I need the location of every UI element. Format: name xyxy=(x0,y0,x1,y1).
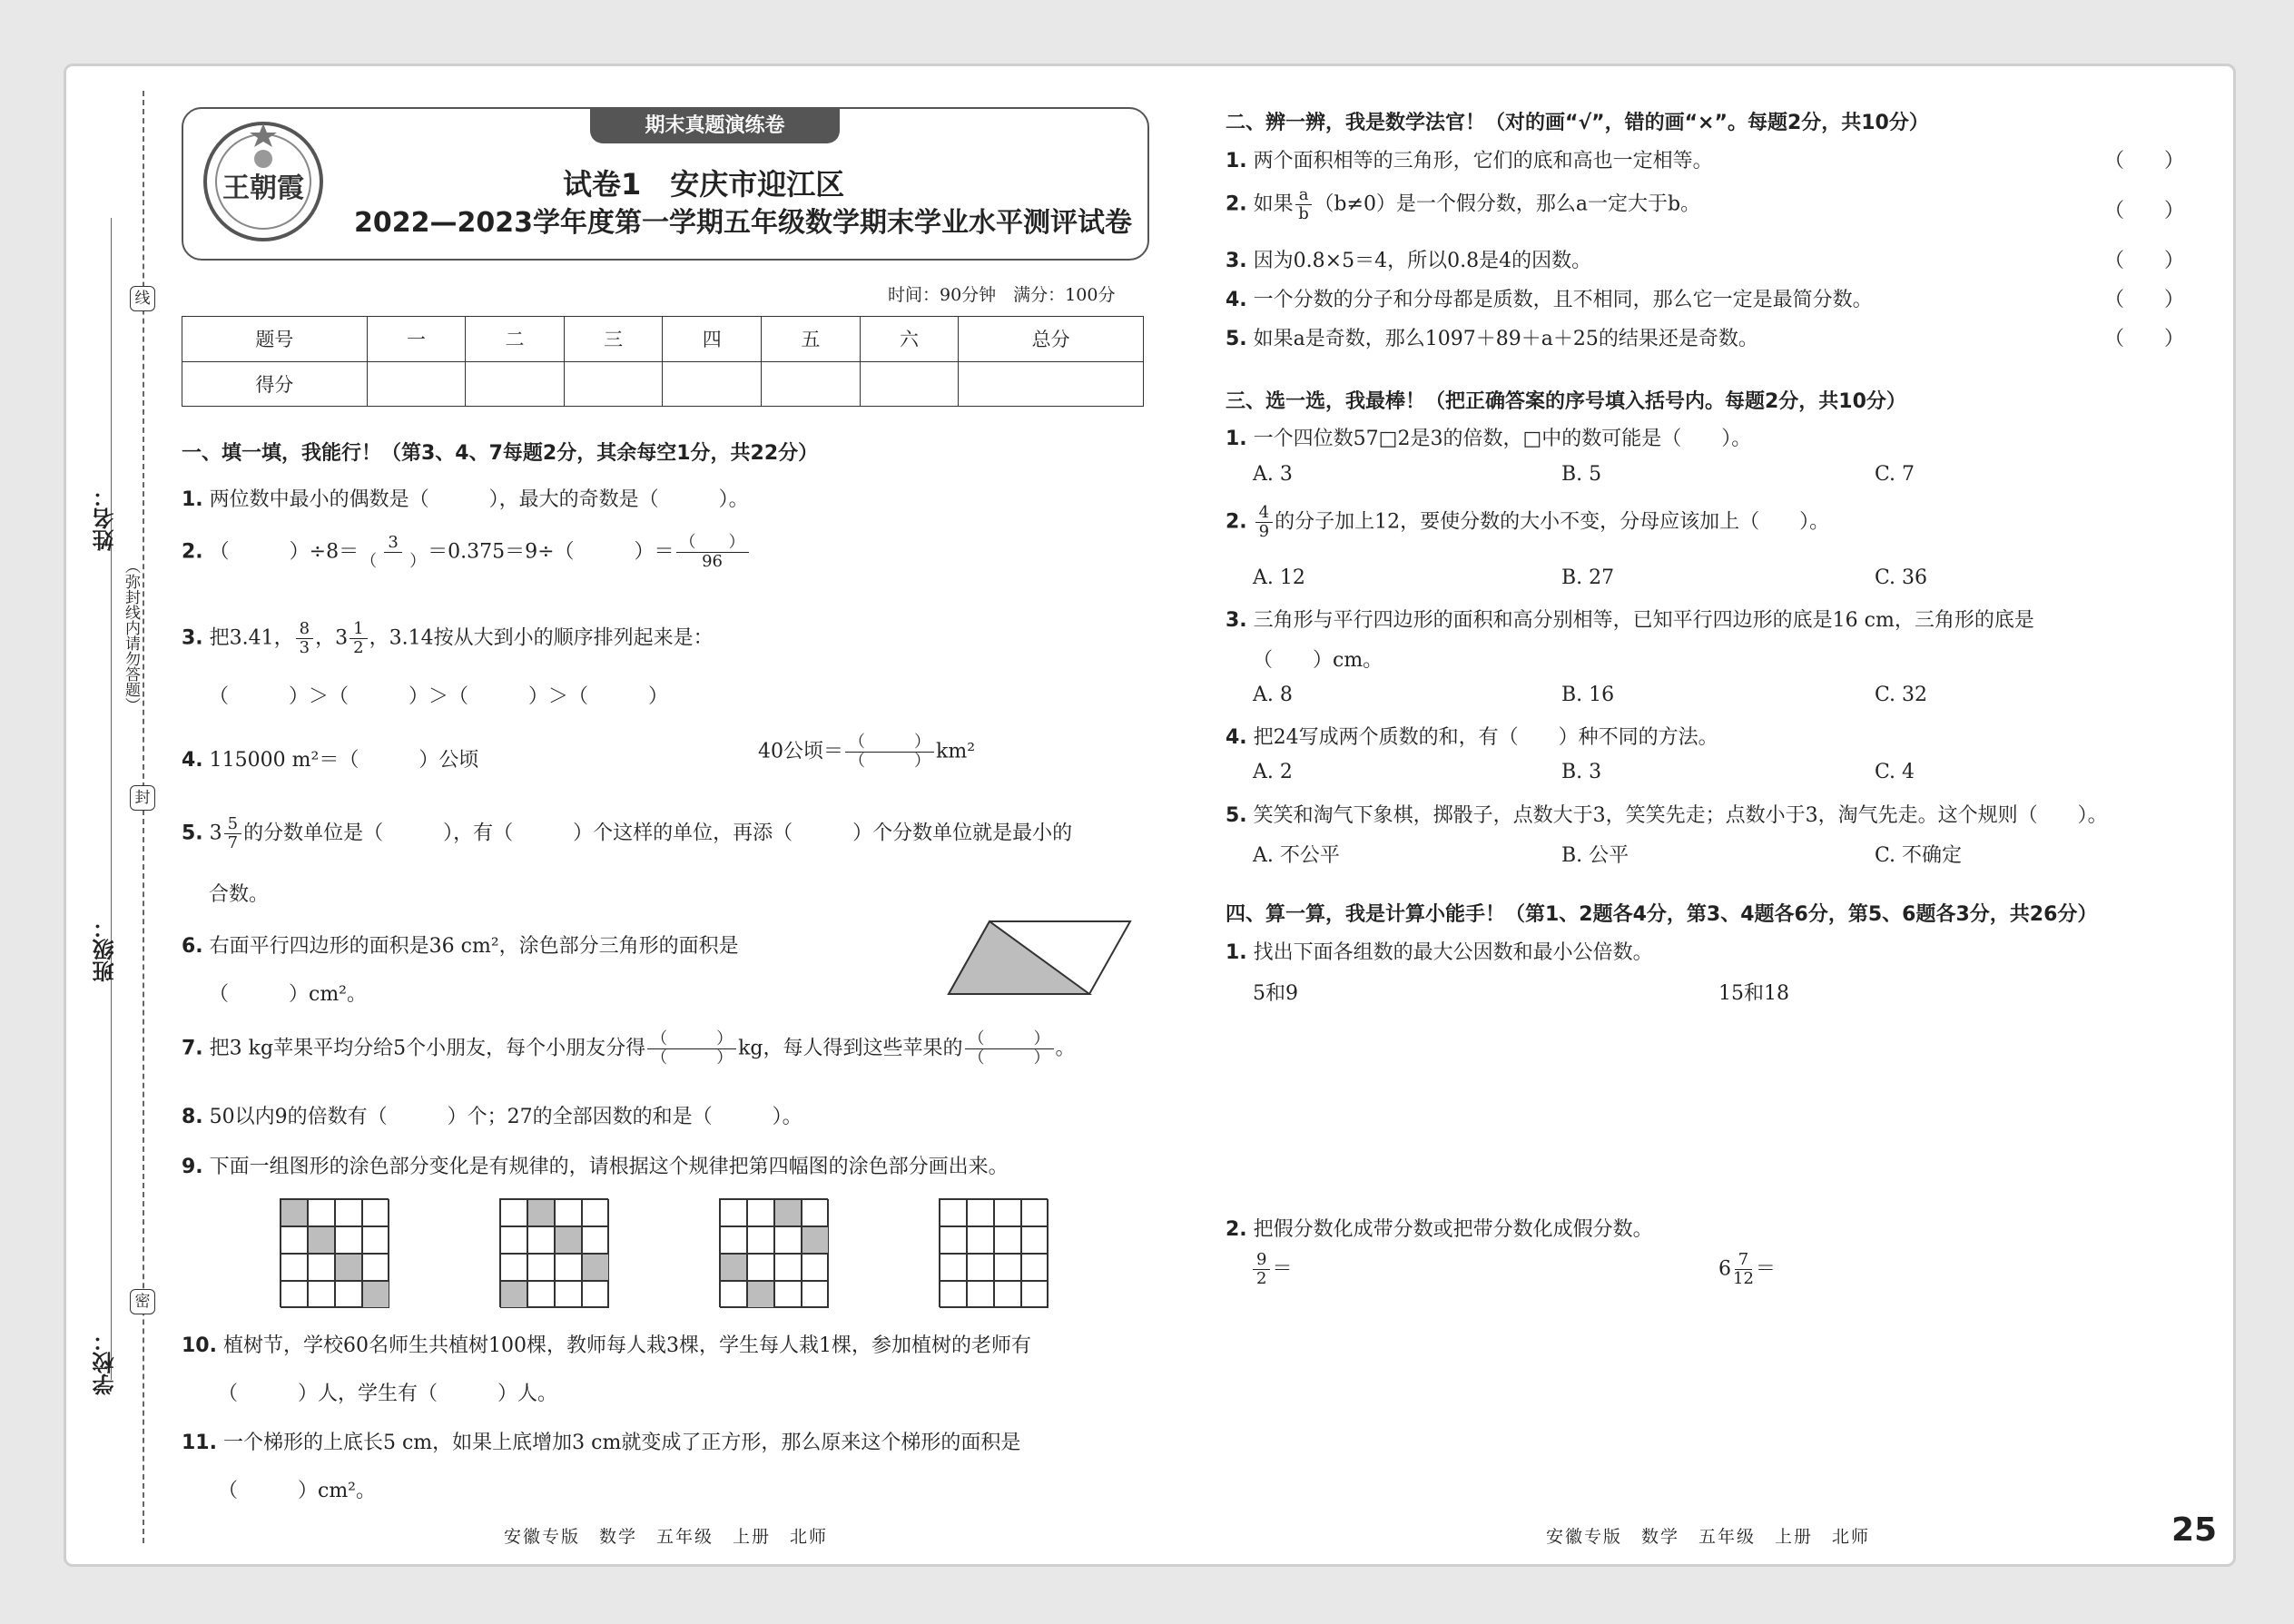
s3-q1-opt-c[interactable]: C. 7 xyxy=(1875,463,1915,486)
score-input-cell[interactable] xyxy=(860,361,959,407)
school-label: 学校： xyxy=(93,1330,118,1395)
score-header-cell: 二 xyxy=(466,317,565,362)
score-input-cell[interactable] xyxy=(564,361,663,407)
score-header-cell: 一 xyxy=(367,317,466,362)
section1-title: 一、填一填，我能行！（第3、4、7每题2分，其余每空1分，共22分） xyxy=(182,442,819,465)
s1-q9: 9. 下面一组图形的涂色部分变化是有规律的，请根据这个规律把第四幅图的涂色部分画出来。 xyxy=(182,1156,1009,1178)
s2-q2: 2. 如果 $\frac{a}{b}$ （b≠0）是一个假分数，那么a一定大于b。 xyxy=(1226,185,1701,223)
seal-mark-mark: 密 xyxy=(130,1289,155,1314)
section3-title: 三、选一选，我最棒！（把正确答案的序号填入括号内。每题2分，共10分） xyxy=(1226,390,1906,413)
s1-q1: 1. 两位数中最小的偶数是（ ），最大的奇数是（ ）。 xyxy=(182,488,749,511)
s4-q2-workspace[interactable] xyxy=(1226,1307,2188,1498)
score-input-cell[interactable] xyxy=(959,361,1144,407)
s4-q1: 1. 找出下面各组数的最大公因数和最小公倍数。 xyxy=(1226,941,1653,964)
score-row-label: 得分 xyxy=(182,361,368,407)
footer-left: 安徽专版 数学 五年级 上册 北师 xyxy=(504,1527,829,1547)
s2-q1-answer[interactable]: （ ） xyxy=(2104,150,2185,172)
page-number: 25 xyxy=(2171,1511,2218,1549)
s1-q5: 5. 3 $\frac{5}{7}$ 的分数单位是（ ），有（ ）个这样的单位，再添（ ）个分数单位就是最小的 xyxy=(182,814,1073,852)
fraction: $\frac{3}{( )}$ xyxy=(360,533,427,571)
school-field[interactable] xyxy=(102,1035,103,1325)
s3-q3: 3. 三角形与平行四边形的面积和高分别相等，已知平行四边形的底是16 cm，三角形的底是 xyxy=(1226,609,2034,632)
name-field[interactable] xyxy=(102,218,103,481)
s4-q1-b: 15和18 xyxy=(1718,982,1789,1005)
s1-q6-cont: （ ）cm²。 xyxy=(209,983,368,1006)
s3-q3-cont: （ ）cm。 xyxy=(1253,649,1383,672)
s2-q2-answer[interactable]: （ ） xyxy=(2104,200,2185,222)
s1-q4: 4. 115000 m²＝（ ）公顷 xyxy=(182,749,479,772)
s3-q2-opt-a[interactable]: A. 12 xyxy=(1253,566,1305,589)
class-label: 班级： xyxy=(93,917,118,982)
s3-q5-opt-b[interactable]: B. 公平 xyxy=(1561,844,1629,867)
s1-q10: 10. 植树节，学校60名师生共植树100棵，教师每人栽3棵，学生每人栽1棵，参加植树的老师有 xyxy=(182,1334,1031,1357)
s3-q3-opt-a[interactable]: A. 8 xyxy=(1253,684,1293,706)
fraction: $\frac{( )}{96}$ xyxy=(676,534,749,571)
s3-q2-opt-b[interactable]: B. 27 xyxy=(1561,566,1615,589)
score-header-cell: 总分 xyxy=(959,317,1144,362)
exam-subtitle: 2022—2023学年度第一学期五年级数学期末学业水平测评试卷 xyxy=(354,207,1132,239)
s3-q4-opt-c[interactable]: C. 4 xyxy=(1875,761,1915,783)
score-input-cell[interactable] xyxy=(466,361,565,407)
section2-title: 二、辨一辨，我是数学法官！（对的画“√”，错的画“×”。每题2分，共10分） xyxy=(1226,112,1929,134)
s3-q5: 5. 笑笑和淘气下象棋，掷骰子，点数大于3，笑笑先走；点数小于3，淘气先走。这个规则（ ）。 xyxy=(1226,804,2108,827)
s1-q11-cont: （ ）cm²。 xyxy=(218,1480,377,1502)
s1-q8: 8. 50以内9的倍数有（ ）个；27的全部因数的和是（ ）。 xyxy=(182,1106,802,1128)
section4-title: 四、算一算，我是计算小能手！（第1、2题各4分，第3、4题各6分，第5、6题各3分，共26分） xyxy=(1226,903,2098,926)
s2-q4: 4. 一个分数的分子和分母都是质数，且不相同，那么它一定是最简分数。 xyxy=(1226,289,1873,311)
score-input-cell[interactable] xyxy=(367,361,466,407)
s3-q4: 4. 把24写成两个质数的和，有（ ）种不同的方法。 xyxy=(1226,726,1718,749)
time-info: 时间：90分钟 满分：100分 xyxy=(888,285,1116,305)
footer-right: 安徽专版 数学 五年级 上册 北师 xyxy=(1546,1527,1871,1547)
s2-q3-answer[interactable]: （ ） xyxy=(2104,250,2185,272)
s1-q2: 2. （ ）÷8＝ $\frac{3}{( )}$ ＝0.375＝9÷（ ）＝ $\frac{( )}{96}$ xyxy=(182,534,751,571)
s4-q2: 2. 把假分数化成带分数或把带分数化成假分数。 xyxy=(1226,1218,1653,1241)
s4-q2-b: 6 $\frac{7}{12}$ ＝ xyxy=(1718,1250,1776,1288)
score-input-cell[interactable] xyxy=(762,361,861,407)
s1-q3-answer-line[interactable]: （ ）＞（ ）＞（ ）＞（ ） xyxy=(209,685,669,708)
s2-q3: 3. 因为0.8×5＝4，所以0.8是4的因数。 xyxy=(1226,250,1592,272)
binding-solid-line xyxy=(111,218,112,1380)
score-header-cell: 题号 xyxy=(182,317,368,362)
s3-q1: 1. 一个四位数57□2是3的倍数，□中的数可能是（ ）。 xyxy=(1226,428,1752,450)
s3-q1-opt-a[interactable]: A. 3 xyxy=(1253,463,1293,486)
s2-q4-answer[interactable]: （ ） xyxy=(2104,289,2185,311)
name-label: 姓名： xyxy=(93,486,118,551)
seal-seal-mark: 封 xyxy=(130,785,155,811)
pattern-grid-2 xyxy=(499,1198,608,1307)
pattern-grid-1 xyxy=(280,1198,389,1307)
s3-q4-opt-b[interactable]: B. 3 xyxy=(1561,761,1602,783)
s2-q5-answer[interactable]: （ ） xyxy=(2104,328,2185,350)
s4-q1-a: 5和9 xyxy=(1253,982,1298,1005)
s1-q11: 11. 一个梯形的上底长5 cm，如果上底增加3 cm就变成了正方形，那么原来这个梯形的面积是 xyxy=(182,1432,1021,1454)
score-header-cell: 四 xyxy=(663,317,762,362)
score-input-cell[interactable] xyxy=(663,361,762,407)
s3-q1-opt-b[interactable]: B. 5 xyxy=(1561,463,1602,486)
s1-q3: 3. 把3.41， $\frac{8}{3}$ ，3 $\frac{1}{2}$ ，3.14按从大到小的顺序排列起来是： xyxy=(182,619,714,657)
s2-q1: 1. 两个面积相等的三角形，它们的底和高也一定相等。 xyxy=(1226,150,1713,172)
logo-text: 王朝霞 xyxy=(222,172,304,204)
score-table xyxy=(182,316,1144,407)
exam-title: 试卷1 安庆市迎江区 xyxy=(563,167,845,202)
s4-q1-workspace[interactable] xyxy=(1226,1008,2188,1207)
pattern-grid-3 xyxy=(719,1198,828,1307)
s1-q4b: 40公顷＝ $\frac{( )}{( )}$ km² xyxy=(758,733,976,771)
score-header-cell: 五 xyxy=(762,317,861,362)
class-field[interactable] xyxy=(102,635,103,908)
header-banner: 期末真题演练卷 xyxy=(590,109,840,143)
s1-q7: 7. 把3 kg苹果平均分给5个小朋友，每个小朋友分得 $\frac{( )}{( )}$ kg，每人得到这些苹果的 $\frac{( )}{( )}$ 。 xyxy=(182,1029,1076,1068)
s3-q3-opt-c[interactable]: C. 32 xyxy=(1875,684,1928,706)
s3-q2-opt-c[interactable]: C. 36 xyxy=(1875,566,1928,589)
s3-q5-opt-a[interactable]: A. 不公平 xyxy=(1253,844,1340,867)
s2-q5: 5. 如果a是奇数，那么1097＋89＋a＋25的结果还是奇数。 xyxy=(1226,328,1758,350)
score-header-cell: 六 xyxy=(860,317,959,362)
s3-q2: 2. $\frac{4}{9}$ 的分子加上12，要使分数的大小不变，分母应该加上（ ）。 xyxy=(1226,503,1830,541)
s4-q2-a: $\frac{9}{2}$ ＝ xyxy=(1251,1251,1292,1288)
s3-q4-opt-a[interactable]: A. 2 xyxy=(1253,761,1293,783)
s3-q5-opt-c[interactable]: C. 不确定 xyxy=(1875,844,1963,867)
pattern-grid-4-answer[interactable] xyxy=(939,1198,1048,1307)
parallelogram-figure xyxy=(944,917,1135,999)
s1-q5-cont: 合数。 xyxy=(209,883,270,906)
seal-line-mark: 线 xyxy=(130,286,155,311)
score-header-cell: 三 xyxy=(564,317,663,362)
s1-q6: 6. 右面平行四边形的面积是36 cm²，涂色部分三角形的面积是 xyxy=(182,935,739,958)
s1-q10-cont: （ ）人，学生有（ ）人。 xyxy=(218,1383,558,1405)
s3-q3-opt-b[interactable]: B. 16 xyxy=(1561,684,1615,706)
no-answer-note: （弥封线内请勿答题） xyxy=(120,558,143,758)
